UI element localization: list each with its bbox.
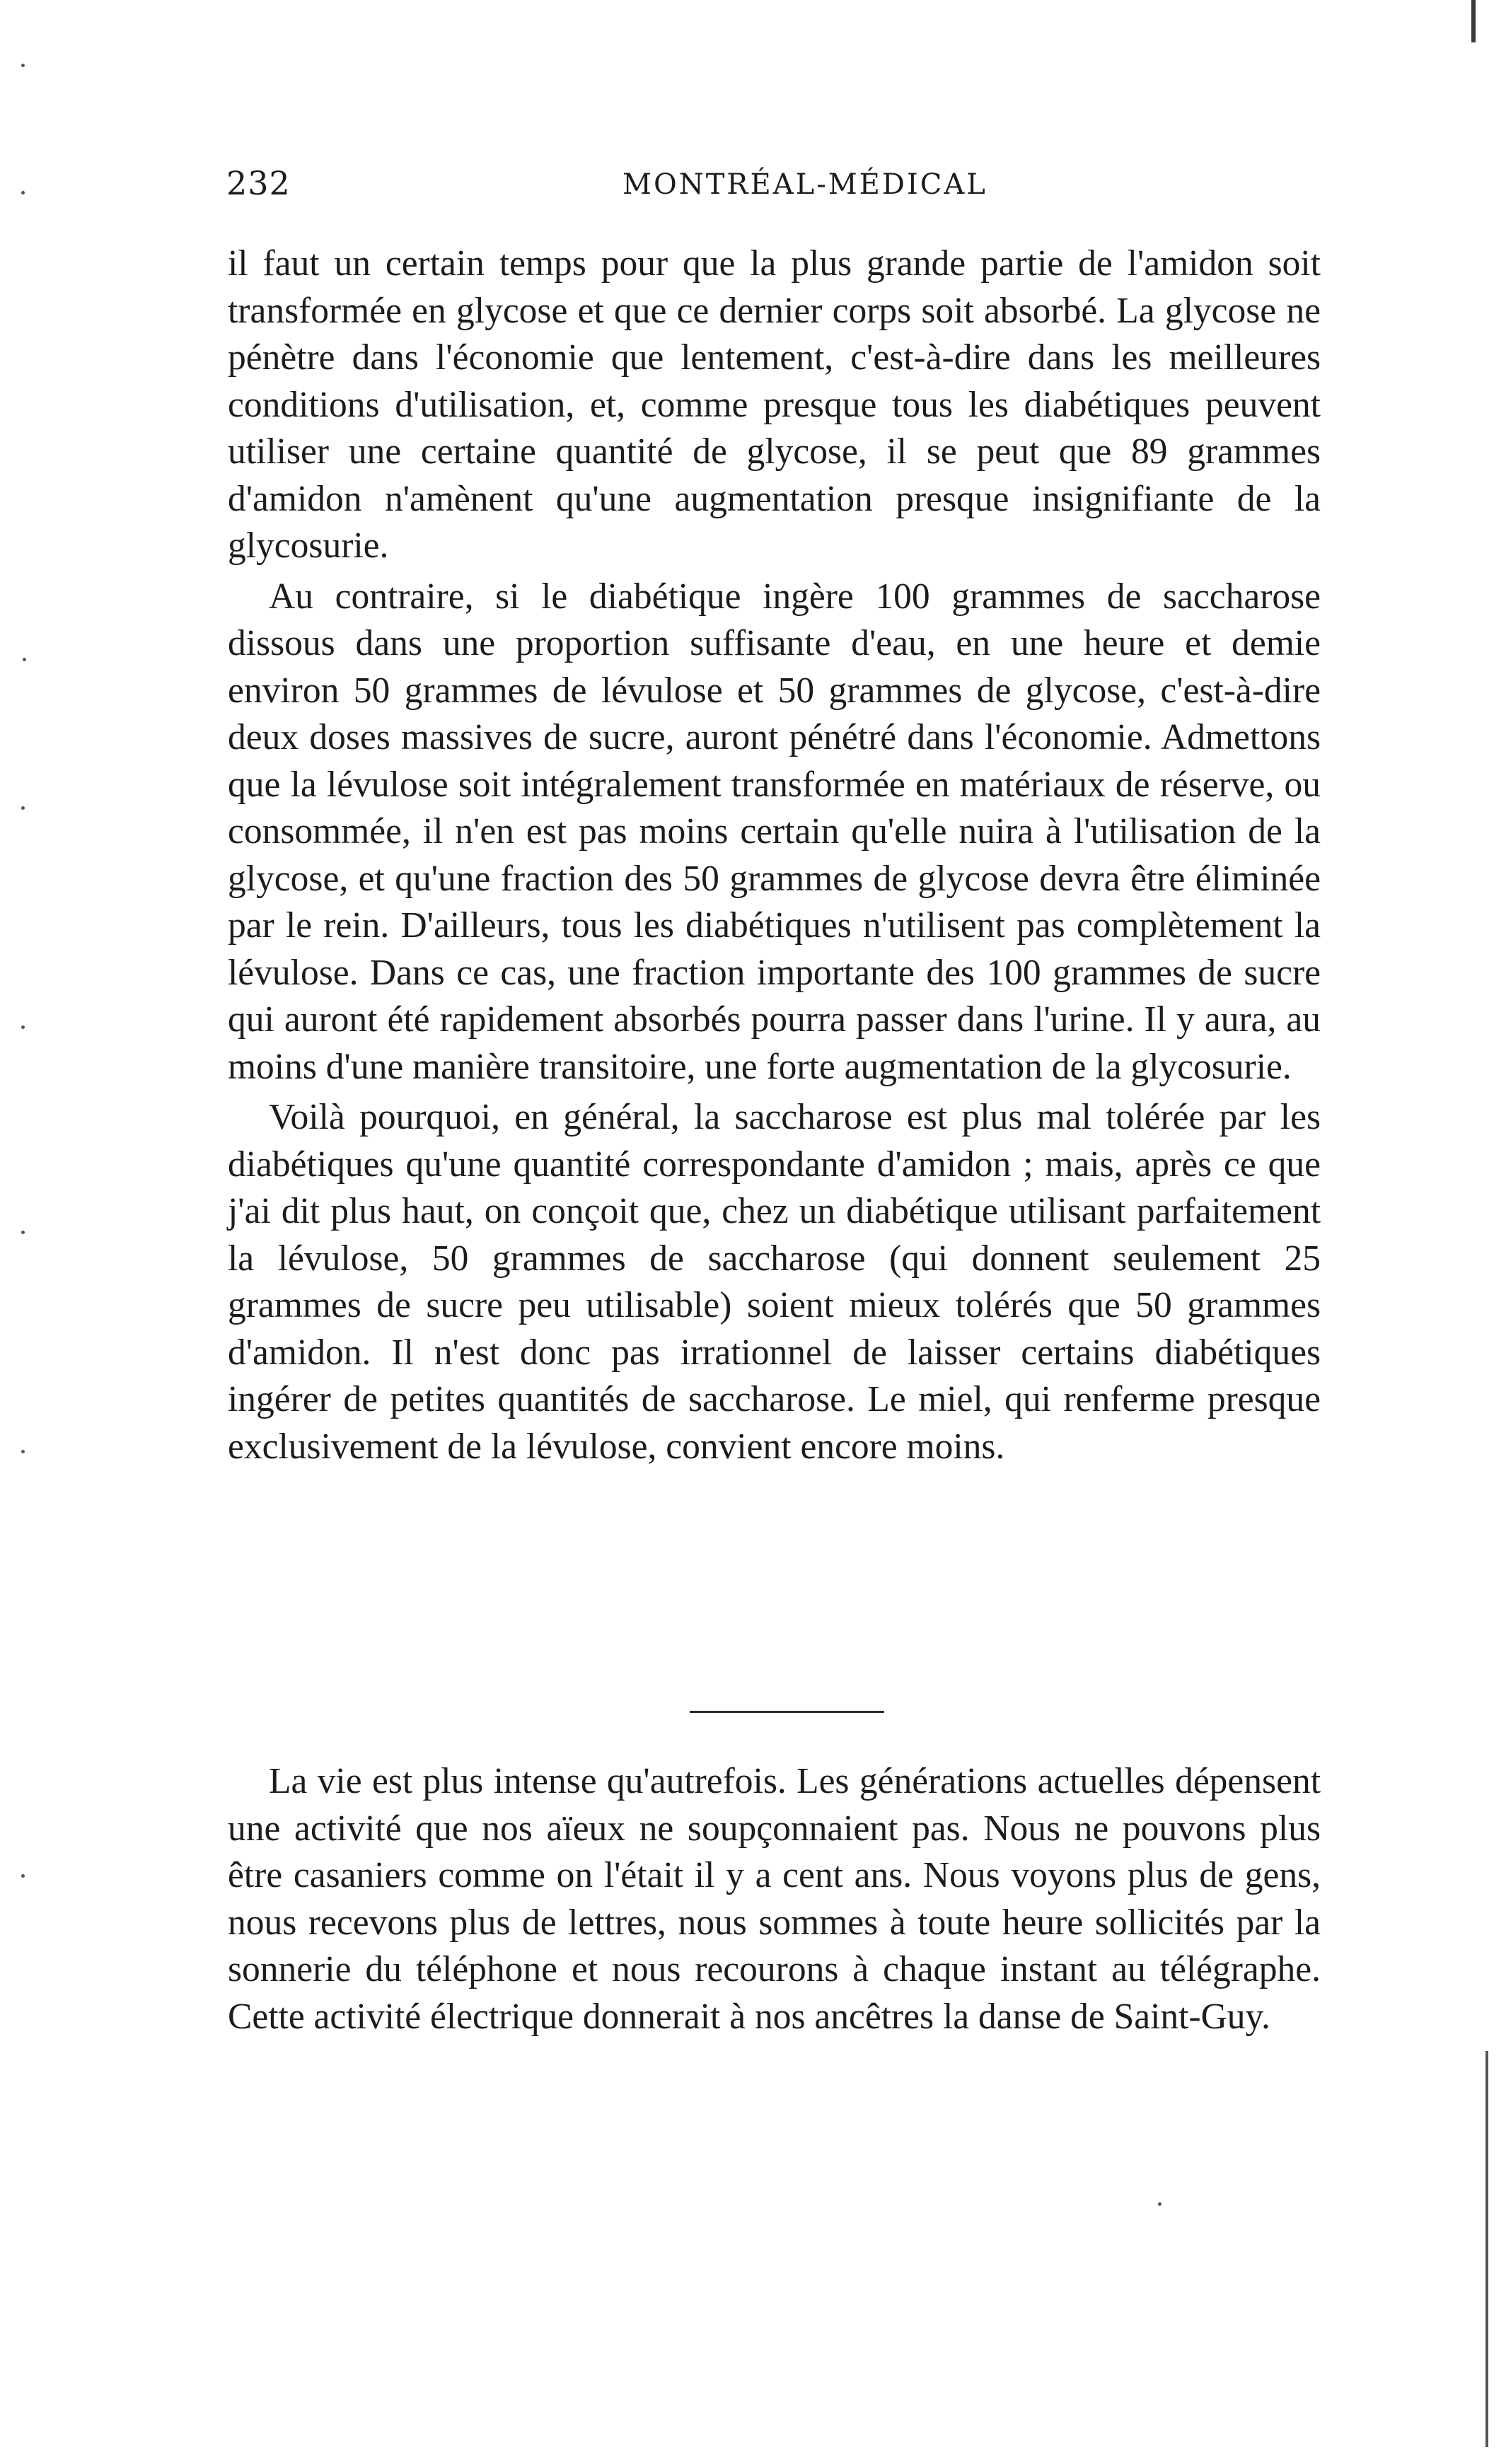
scan-dot bbox=[23, 658, 26, 661]
scan-dot bbox=[21, 1231, 25, 1234]
scan-dot bbox=[21, 806, 25, 810]
scan-edge-top-right bbox=[1471, 0, 1476, 42]
running-head: MONTRÉAL-MÉDICAL bbox=[622, 168, 987, 201]
scan-dot bbox=[1158, 2202, 1162, 2206]
scan-dot bbox=[21, 1874, 25, 1878]
scan-dot bbox=[21, 1450, 25, 1453]
note-paragraph: La vie est plus intense qu'autrefois. Les générations actuelles dépensent une activité que nos aïeux ne soupçonnaient pas. Nous ne pouvons plus être casaniers comme on l'était il y a cent ans. Nous voyons plus de gens, nous recevons plus de lettres, nous sommes à toute heure sollicités par la sonnerie du téléphone et nous recourons à chaque instant au télégraphe. Cette activité électrique donnerait à nos ancêtres la danse de Saint-Guy. bbox=[228, 1761, 1321, 2037]
page-header bbox=[226, 164, 1330, 214]
article-paragraph: Voilà pourquoi, en général, la saccharose est plus mal tolérée par les diabétiques qu'une quantité correspondante d'amidon ; mais, après ce que j'ai dit plus haut, on conçoit que, chez un diabétique utilisant parfaitement la lévulose, 50 grammes de saccharose (qui donnent seulement 25 grammes de sucre peu utilisable) soient mieux tolérés que 50 grammes d'amidon. Il n'est donc pas irrationnel de laisser certains diabétiques ingérer de petites quantités de saccharose. Le miel, qui renferme presque exclusivement de la lévulose, convient encore moins. bbox=[228, 1097, 1321, 1467]
scan-edge-right-lower bbox=[1485, 2051, 1488, 2447]
article-paragraph: Au contraire, si le diabétique ingère 100 grammes de saccharose dissous dans une proportion suffisante d'eau, en une heure et demie environ 50 grammes de lévulose et 50 grammes de glycose, c'est-à-dire deux doses massives de sucre, auront pénétré dans l'économie. Admettons que la lévulose soit intégralement transformée en matériaux de réserve, ou consommée, il n'en est pas moins certain qu'elle nuira à l'utilisation de la glycose, et qu'une fraction des 50 grammes de glycose devra être éliminée par le rein. D'ailleurs, tous les diabétiques n'utilisent pas complètement la lévulose. Dans ce cas, une fraction importante des 100 grammes de sucre qui auront été rapidement absorbés pourra passer dans l'urine. Il y aura, au moins d'une manière transitoire, une forte augmentation de la glycosurie. bbox=[228, 576, 1321, 1087]
scan-dot bbox=[21, 191, 25, 194]
article-body bbox=[228, 240, 1321, 1470]
article-paragraph: il faut un certain temps pour que la plus grande partie de l'amidon soit transformée en glycose et que ce dernier corps soit absorbé. La glycose ne pénètre dans l'économie que lentement, c'est-à-dire dans les meilleures conditions d'utilisation, et, comme presque tous les diabétiques peuvent utiliser une certaine quantité de glycose, il se peut que 89 grammes d'amidon n'amènent qu'une augmentation presque insignifiante de la glycosurie. bbox=[228, 243, 1321, 566]
note-body bbox=[228, 1758, 1321, 2040]
scan-dot bbox=[21, 1025, 25, 1029]
page-number: 232 bbox=[226, 164, 291, 202]
scan-dot bbox=[21, 64, 25, 67]
section-separator bbox=[690, 1711, 884, 1713]
